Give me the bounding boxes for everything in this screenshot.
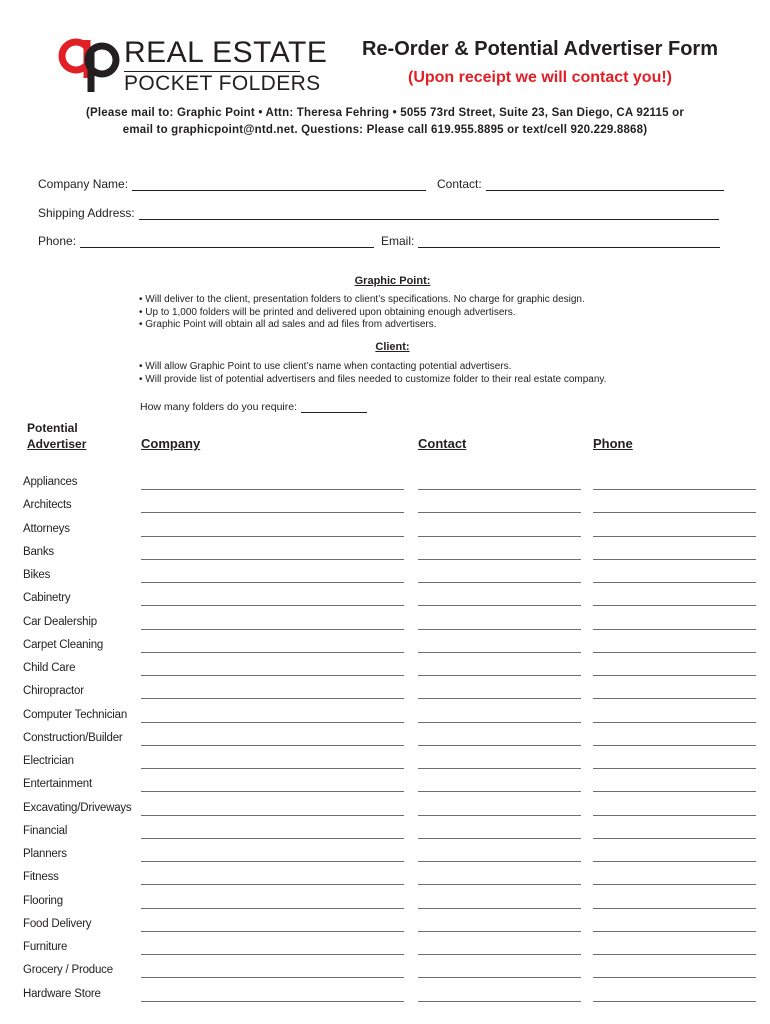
contact-input[interactable]: [418, 1001, 581, 1002]
company-name-label: Company Name:: [38, 177, 129, 191]
company-input[interactable]: [141, 489, 404, 490]
advertiser-category-label: Construction/Builder: [23, 731, 123, 744]
phone-input[interactable]: [593, 815, 756, 816]
table-row: [0, 918, 770, 941]
table-row: [0, 778, 770, 801]
email-input[interactable]: [418, 236, 720, 248]
form-subtitle: (Upon receipt we will contact you!): [407, 69, 673, 86]
company-input[interactable]: [141, 977, 404, 978]
phone-input[interactable]: [593, 536, 756, 537]
advertiser-category-label: Attorneys: [23, 522, 70, 535]
advertiser-category-label: Furniture: [23, 941, 68, 953]
company-input[interactable]: [141, 884, 404, 885]
company-input[interactable]: [141, 815, 404, 816]
email-label: Email:: [381, 234, 415, 248]
advertiser-category-label: Banks: [23, 545, 54, 558]
phone-input[interactable]: [593, 1001, 756, 1002]
mailing-instructions-line1: (Please mail to: Graphic Point • Attn: Theresa Fehring • 5055 73rd Street, Suite 23, San Diego, CA 92115 or: [85, 107, 685, 119]
company-input[interactable]: [141, 512, 404, 513]
phone-input[interactable]: [593, 512, 756, 513]
graphic-point-bullets: [139, 294, 585, 332]
client-bullet: • Will allow Graphic Point to use client’s name when contacting potential advertisers.: [139, 361, 512, 372]
phone-input[interactable]: [593, 582, 756, 583]
company-input[interactable]: [141, 652, 404, 653]
table-row: [0, 871, 770, 894]
contact-input[interactable]: [418, 954, 581, 955]
graphic-point-bullet: • Up to 1,000 folders will be printed and delivered upon obtaining enough advertisers.: [139, 306, 516, 318]
advertiser-category-label: Appliances: [23, 476, 78, 488]
company-input[interactable]: [141, 629, 404, 630]
phone-field: [38, 234, 374, 248]
table-row: [0, 941, 770, 964]
advertiser-category-label: Entertainment: [23, 778, 92, 791]
phone-label: Phone:: [38, 234, 77, 248]
potential-label: Potential: [27, 421, 78, 435]
advertiser-category-label: Bikes: [23, 569, 51, 581]
phone-input[interactable]: [593, 884, 756, 885]
contact-input[interactable]: [418, 675, 581, 676]
table-row: [0, 499, 770, 522]
table-row: [0, 546, 770, 569]
advertiser-category-label: Planners: [23, 848, 67, 860]
advertiser-category-label: Fitness: [23, 871, 59, 884]
company-input[interactable]: [141, 582, 404, 583]
phone-input[interactable]: [593, 652, 756, 653]
column-header-phone: Phone: [593, 436, 633, 451]
company-input[interactable]: [141, 698, 404, 699]
graphic-point-bullet: • Will deliver to the client, presentation folders to client’s specifications. No charge for graphic design.: [139, 294, 585, 305]
logo-text-line1: REAL ESTATE: [124, 36, 328, 69]
mailing-instructions-line2: email to graphicpoint@ntd.net. Questions: Please call 619.955.8895 or text/cell 920.229.8868): [122, 124, 648, 136]
contact-input[interactable]: [418, 931, 581, 932]
contact-input[interactable]: [418, 652, 581, 653]
advertiser-category-label: Excavating/Driveways: [23, 801, 132, 814]
graphic-point-bullet: • Graphic Point will obtain all ad sales and ad files from advertisers.: [139, 319, 437, 330]
folders-question: [140, 401, 367, 413]
table-row: [0, 848, 770, 871]
phone-input[interactable]: [593, 838, 756, 839]
table-row: [0, 802, 770, 825]
company-input[interactable]: [141, 908, 404, 909]
advertiser-category-label: Financial: [23, 824, 68, 837]
shipping-address-label: Shipping Address:: [38, 206, 135, 220]
graphic-point-heading: Graphic Point:: [354, 275, 431, 287]
gp-logo-icon: [58, 36, 122, 94]
phone-input[interactable]: [593, 629, 756, 630]
advertiser-category-label: Computer Technician: [23, 708, 128, 721]
company-input[interactable]: [141, 536, 404, 537]
table-row: [0, 988, 770, 1011]
shipping-address-field: [38, 206, 719, 220]
contact-input[interactable]: [418, 536, 581, 537]
phone-input[interactable]: [593, 861, 756, 862]
contact-input[interactable]: [418, 745, 581, 746]
contact-input[interactable]: [418, 722, 581, 723]
company-input[interactable]: [141, 722, 404, 723]
company-input[interactable]: [141, 838, 404, 839]
company-input[interactable]: [141, 791, 404, 792]
company-input[interactable]: [141, 605, 404, 606]
contact-input[interactable]: [418, 908, 581, 909]
phone-input[interactable]: [593, 954, 756, 955]
phone-input[interactable]: [593, 698, 756, 699]
table-row: [0, 616, 770, 639]
table-row: [0, 755, 770, 778]
phone-input[interactable]: [593, 722, 756, 723]
contact-input[interactable]: [418, 559, 581, 560]
table-row: [0, 569, 770, 592]
form-title: Re-Order & Potential Advertiser Form: [361, 38, 718, 60]
advertiser-category-label: Flooring: [23, 894, 63, 907]
company-input[interactable]: [141, 768, 404, 769]
contact-input[interactable]: [418, 768, 581, 769]
contact-label: Contact:: [437, 177, 482, 191]
folders-quantity-input[interactable]: [301, 402, 367, 413]
company-input[interactable]: [141, 931, 404, 932]
table-row: [0, 685, 770, 708]
company-input[interactable]: [141, 954, 404, 955]
contact-input[interactable]: [418, 512, 581, 513]
table-row: [0, 639, 770, 662]
logo: [58, 36, 328, 95]
phone-input[interactable]: [80, 236, 374, 248]
contact-input[interactable]: [418, 489, 581, 490]
contact-input[interactable]: [418, 605, 581, 606]
contact-input[interactable]: [418, 582, 581, 583]
phone-input[interactable]: [593, 559, 756, 560]
phone-input[interactable]: [593, 605, 756, 606]
advertiser-category-label: Hardware Store: [23, 987, 101, 1000]
company-input[interactable]: [141, 861, 404, 862]
advertiser-category-label: Child Care: [23, 662, 76, 674]
advertiser-label: Advertiser: [27, 437, 87, 451]
phone-input[interactable]: [593, 977, 756, 978]
table-row: [0, 476, 770, 499]
advertiser-category-label: Cabinetry: [23, 592, 71, 605]
table-row: [0, 964, 770, 987]
advertiser-category-label: Architects: [23, 499, 72, 512]
advertiser-category-label: Electrician: [23, 755, 74, 767]
company-input[interactable]: [141, 1001, 404, 1002]
contact-input[interactable]: [418, 698, 581, 699]
potential-advertiser-label: [27, 420, 86, 452]
contact-field: [437, 177, 724, 191]
column-header-contact: Contact: [418, 436, 467, 451]
table-row: [0, 709, 770, 732]
logo-text-line2: POCKET FOLDERS: [124, 72, 321, 95]
table-row: [0, 895, 770, 918]
table-row: [0, 825, 770, 848]
contact-input[interactable]: [418, 629, 581, 630]
table-row: [0, 732, 770, 755]
contact-input[interactable]: [418, 791, 581, 792]
contact-input[interactable]: [418, 977, 581, 978]
company-input[interactable]: [141, 745, 404, 746]
phone-input[interactable]: [593, 489, 756, 490]
client-heading: Client:: [375, 341, 410, 353]
advertiser-category-label: Grocery / Produce: [23, 964, 113, 977]
phone-input[interactable]: [593, 791, 756, 792]
contact-input[interactable]: [486, 179, 724, 191]
email-field: [381, 234, 720, 248]
advertiser-category-label: Car Dealership: [23, 615, 97, 628]
phone-input[interactable]: [593, 931, 756, 932]
column-header-company: Company: [141, 436, 201, 451]
phone-input[interactable]: [593, 768, 756, 769]
contact-input[interactable]: [418, 838, 581, 839]
client-bullets: [139, 361, 606, 386]
advertiser-category-label: Food Delivery: [23, 917, 92, 930]
company-input[interactable]: [141, 559, 404, 560]
folders-question-label: How many folders do you require:: [140, 401, 297, 413]
table-row: [0, 662, 770, 685]
client-bullet: • Will provide list of potential advertisers and files needed to customize folder to their real estate company.: [139, 373, 607, 385]
company-name-field: [38, 177, 426, 191]
contact-input[interactable]: [418, 815, 581, 816]
company-input[interactable]: [141, 675, 404, 676]
advertiser-category-label: Carpet Cleaning: [23, 638, 104, 651]
phone-input[interactable]: [593, 745, 756, 746]
advertiser-category-label: Chiropractor: [23, 685, 84, 698]
table-row: [0, 523, 770, 546]
contact-input[interactable]: [418, 884, 581, 885]
table-row: [0, 592, 770, 615]
shipping-address-input[interactable]: [139, 208, 719, 220]
contact-input[interactable]: [418, 861, 581, 862]
phone-input[interactable]: [593, 675, 756, 676]
company-name-input[interactable]: [132, 179, 426, 191]
phone-input[interactable]: [593, 908, 756, 909]
